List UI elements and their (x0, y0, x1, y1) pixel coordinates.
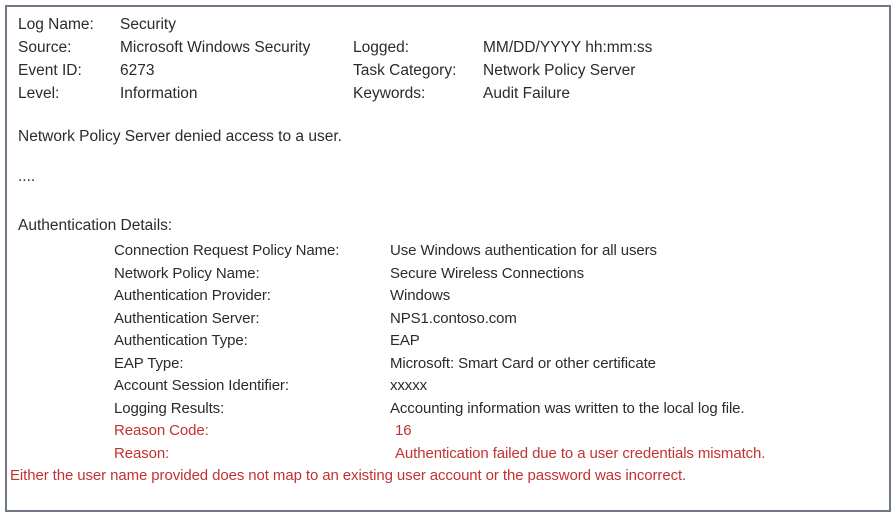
footer-error-note: Either the user name provided does not map to an existing user account or the password was incorrect. (10, 467, 687, 484)
account-session-identifier-label: Account Session Identifier: (114, 377, 289, 394)
event-description: Network Policy Server denied access to a user. (18, 128, 342, 145)
account-session-identifier-value: xxxxx (390, 377, 428, 394)
auth-row-connection-request-policy (114, 240, 889, 263)
log-name-value: Security (120, 16, 176, 33)
truncation-ellipsis: .... (18, 168, 36, 185)
auth-row-authentication-server (114, 308, 889, 331)
header-row-source-logged (18, 36, 889, 59)
event-id-label: Event ID: (18, 62, 82, 79)
auth-details-title: Authentication Details: (18, 217, 173, 234)
authentication-provider-value: Windows (390, 287, 451, 304)
authentication-server-value: NPS1.contoso.com (390, 309, 517, 327)
connection-request-policy-value: Use Windows authentication for all users (390, 242, 657, 259)
level-label: Level: (18, 85, 60, 102)
source-label: Source: (18, 39, 72, 56)
authentication-server-label: Authentication Server: (114, 309, 260, 327)
logging-results-value: Accounting information was written to the local log file. (390, 399, 745, 417)
reason-value: Authentication failed due to a user credentials mismatch. (395, 444, 766, 462)
auth-row-authentication-type (114, 330, 889, 353)
reason-code-value: 16 (395, 422, 412, 439)
eap-type-label: EAP Type: (114, 354, 184, 372)
authentication-type-label: Authentication Type: (114, 332, 248, 349)
eap-type-value: Microsoft: Smart Card or other certificate (390, 354, 656, 372)
source-value: Microsoft Windows Security (120, 39, 311, 56)
keywords-value: Audit Failure (483, 85, 571, 102)
reason-label: Reason: (114, 444, 170, 462)
logged-value: MM/DD/YYYY hh:mm:ss (483, 39, 653, 56)
auth-row-eap-type (114, 353, 889, 376)
keywords-label: Keywords: (353, 85, 426, 102)
reason-code-label: Reason Code: (114, 422, 209, 439)
auth-row-reason (114, 443, 889, 466)
auth-row-logging-results (114, 398, 889, 421)
auth-row-authentication-provider (114, 285, 889, 308)
header-row-eventid-taskcategory (18, 59, 889, 82)
level-value: Information (120, 85, 198, 102)
header-col2-spacer-value (483, 13, 889, 36)
auth-details-list (7, 240, 889, 465)
auth-row-account-session-identifier (114, 375, 889, 398)
task-category-label: Task Category: (353, 62, 457, 79)
auth-row-reason-code (114, 420, 889, 443)
event-id-value: 6273 (120, 62, 155, 79)
task-category-value: Network Policy Server (483, 62, 636, 79)
logging-results-label: Logging Results: (114, 399, 225, 417)
connection-request-policy-label: Connection Request Policy Name: (114, 242, 340, 259)
authentication-provider-label: Authentication Provider: (114, 287, 271, 304)
network-policy-value: Secure Wireless Connections (390, 264, 585, 282)
logged-label: Logged: (353, 39, 410, 56)
network-policy-label: Network Policy Name: (114, 264, 260, 282)
event-header (18, 13, 889, 105)
header-row-level-keywords (18, 82, 889, 105)
event-log-panel (5, 5, 891, 512)
auth-row-network-policy (114, 263, 889, 286)
authentication-type-value: EAP (390, 332, 420, 349)
log-name-label: Log Name: (18, 16, 94, 33)
header-row-log-name (18, 13, 889, 36)
header-col2-spacer (353, 13, 483, 36)
